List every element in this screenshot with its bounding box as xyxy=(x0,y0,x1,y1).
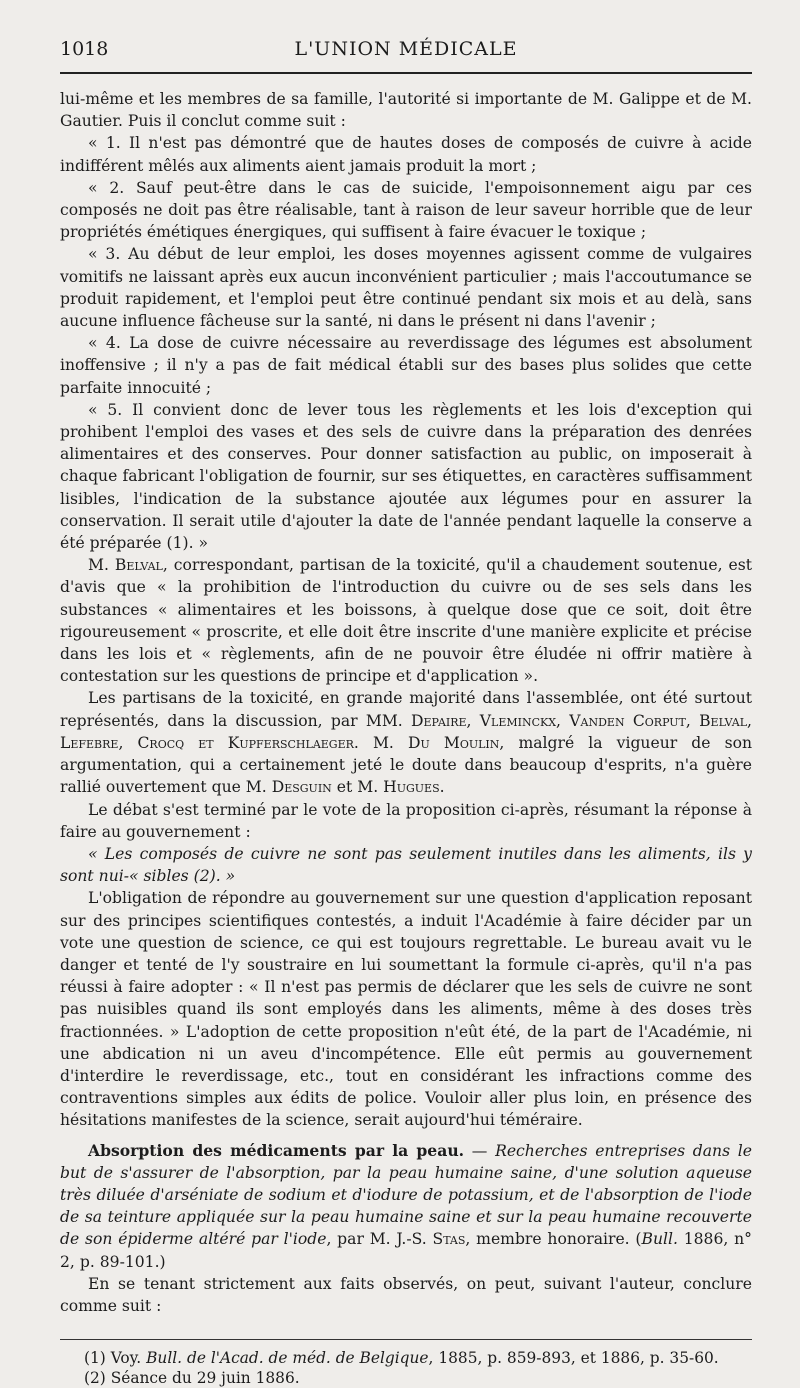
footnote-rule xyxy=(60,1339,752,1340)
footnote-2: (2) Séance du 29 juin 1886. xyxy=(84,1369,300,1388)
absorption-text-3: 1886, n° 2, p. 89-101.) xyxy=(60,1230,752,1271)
footnote-1-text-2: , 1885, p. 859-893, et 1886, p. 35-60. xyxy=(428,1349,719,1368)
running-title: L'UNION MÉDICALE xyxy=(294,38,518,60)
conclusion-3: « 3. Au début de leur emploi, les doses moyennes agissent comme de vulgaires vomitifs ne laissant après eux aucun inconvénient particulier ; mais l'accoutumance se produit rapidement, et l'emploi peut être continué pendant six mois et au delà, sans aucune influence fâcheuse sur la santé, ni dans le présent ni dans l'avenir ; xyxy=(60,245,752,331)
name-hugues: Hugues xyxy=(383,778,440,797)
footnotes xyxy=(60,1348,752,1388)
paragraph-final: En se tenant strictement aux faits observés, on peut, suivant l'auteur, conclure comme suit : xyxy=(60,1274,752,1315)
partisans-names: Depaire, Vleminckx, Vanden Corput, Belval, Lefebre, Crocq et Kupferschlaeger xyxy=(60,711,752,752)
partisans-text-1: Les partisans de la toxicité, en grande majorité dans l'assemblée, ont été surtout représentés, dans la discussion, par MM. xyxy=(60,689,752,730)
belval-text: , correspondant, partisan de la toxicité, qu'il a chaudement soutenue, est d'avis que « la prohibition de l'introduction du cuivre ou de ses sels dans les substances « alimentaires et les boissons, à quelque dose que ce soit, doit être rigoureusement « proscrite, et elle doit être inscrite d'une manière explicite et précise dans les lois et « règlements, afin de ne pouvoir être éludée ni offrir matière à contestation sur les questions de principe et d'application ». xyxy=(60,556,752,686)
footnote-1 xyxy=(84,1348,752,1368)
footnote-1-journal: Bull. de l'Acad. de méd. de Belgique xyxy=(146,1349,429,1368)
name-desguin: Desguin xyxy=(271,778,332,797)
conclusion-2: « 2. Sauf peut-être dans le cas de suicide, l'empoisonnement aigu par ces composés ne doit pas être réalisable, tant à raison de leur saveur horrible que de leur propriétés émétiques énergiques, qui suffisent à faire évacuer le toxique ; xyxy=(60,178,752,242)
name-du-moulin: Du Moulin xyxy=(407,733,500,752)
resolution-quote: « Les composés de cuivre ne sont pas seulement inutiles dans les aliments, ils y sont nui-« sibles (2). » xyxy=(60,844,752,886)
partisans-text-3: , malgré la vigueur de son argumentation, qui a certainement jeté le doute dans beaucoup d'esprits, n'a guère rallié ouvertement que M. xyxy=(60,733,753,797)
footnote-1-text-1: (1) Voy. xyxy=(84,1349,147,1368)
page-number: 1018 xyxy=(60,38,109,60)
absorption-text-1: , par M. J.-S. xyxy=(326,1230,433,1249)
paragraph-belval xyxy=(60,554,752,687)
conclusion-4: « 4. La dose de cuivre nécessaire au reverdissage des légumes est absolument inoffensive ; il n'y a pas de fait médical établi sur des bases plus solides que cette parfaite innocuité ; xyxy=(60,334,752,397)
bull-abbrev: Bull. xyxy=(641,1230,678,1249)
article-title: Recherches entreprises dans le but de s'assurer de l'absorption, par la peau humaine saine, d'une solution aqueuse très diluée d'arséniate de sodium et d'iodure de potassium, et de l'absorption de l'iode de sa teinture appliquée sur la peau humaine saine et sur la peau humaine recouverte de son épiderme altéré par l'iode xyxy=(60,1141,752,1249)
partisans-text-2: . M. xyxy=(353,733,408,752)
partisans-text-4: et M. xyxy=(331,778,384,797)
conclusion-5: « 5. Il convient donc de lever tous les règlements et les lois d'exception qui prohibent l'emploi des vases et des sels de cuivre dans la préparation des denrées alimentaires et des conserves. Pour donner satisfaction au public, on imposerait à chaque fabricant l'obligation de fournir, sur ses étiquettes, en caractères suffisamment lisibles, l'indication de la substance ajoutée aux légumes pour en assurer la conservation. Il serait utile d'ajouter la date de l'année pendant laquelle la conserve a été préparée (1). » xyxy=(60,400,752,553)
partisans-text-5: . xyxy=(439,778,445,797)
name-stas: Stas xyxy=(432,1230,466,1249)
page-header xyxy=(60,36,752,66)
absorption-text-2: , membre honoraire. ( xyxy=(465,1230,642,1249)
paragraph-debat: Le débat s'est terminé par le vote de la proposition ci-après, résumant la réponse à faire au gouvernement : xyxy=(60,800,752,841)
header-rule xyxy=(60,72,752,74)
body-text xyxy=(60,88,752,1317)
author-name: M. Belval xyxy=(88,556,163,575)
paragraph-partisans xyxy=(60,687,752,798)
section-heading: Absorption des médicaments par la peau. xyxy=(88,1140,465,1160)
conclusion-1: « 1. Il n'est pas démontré que de hautes doses de composés de cuivre à acide indifférent mêlés aux aliments aient jamais produit la mort ; xyxy=(60,134,752,175)
paragraph-continuation: lui-même et les membres de sa famille, l'autorité si importante de M. Galippe et de M. Gautier. Puis il conclut comme suit : xyxy=(60,90,752,131)
heading-dash: — xyxy=(464,1141,496,1160)
paragraph-obligation: L'obligation de répondre au gouvernement sur une question d'application reposant sur des principes scientifiques contestés, a induit l'Académie à faire décider par un vote une question de science, ce qui est toujours regrettable. Le bureau avait vu le danger et tenté de l'y soustraire en lui soumettant la formule ci-après, qu'il n'a pas réussi à faire adopter : « Il n'est pas permis de déclarer que les sels de cuivre ne sont pas nuisibles quand ils sont employés dans les aliments, même à des doses très fractionnées. » L'adoption de cette proposition n'eût été, de la part de l'Académie, ni une abdication ni un aveu d'incompétence. Elle eût permis au gouvernement d'interdire le reverdissage, etc., tout en considérant les infractions comme des contraventions simples aux édits de police. Vouloir aller plus loin, en présence des hésitations manifestes de la science, serait aujourd'hui téméraire. xyxy=(60,889,752,1130)
paragraph-absorption xyxy=(60,1140,752,1273)
